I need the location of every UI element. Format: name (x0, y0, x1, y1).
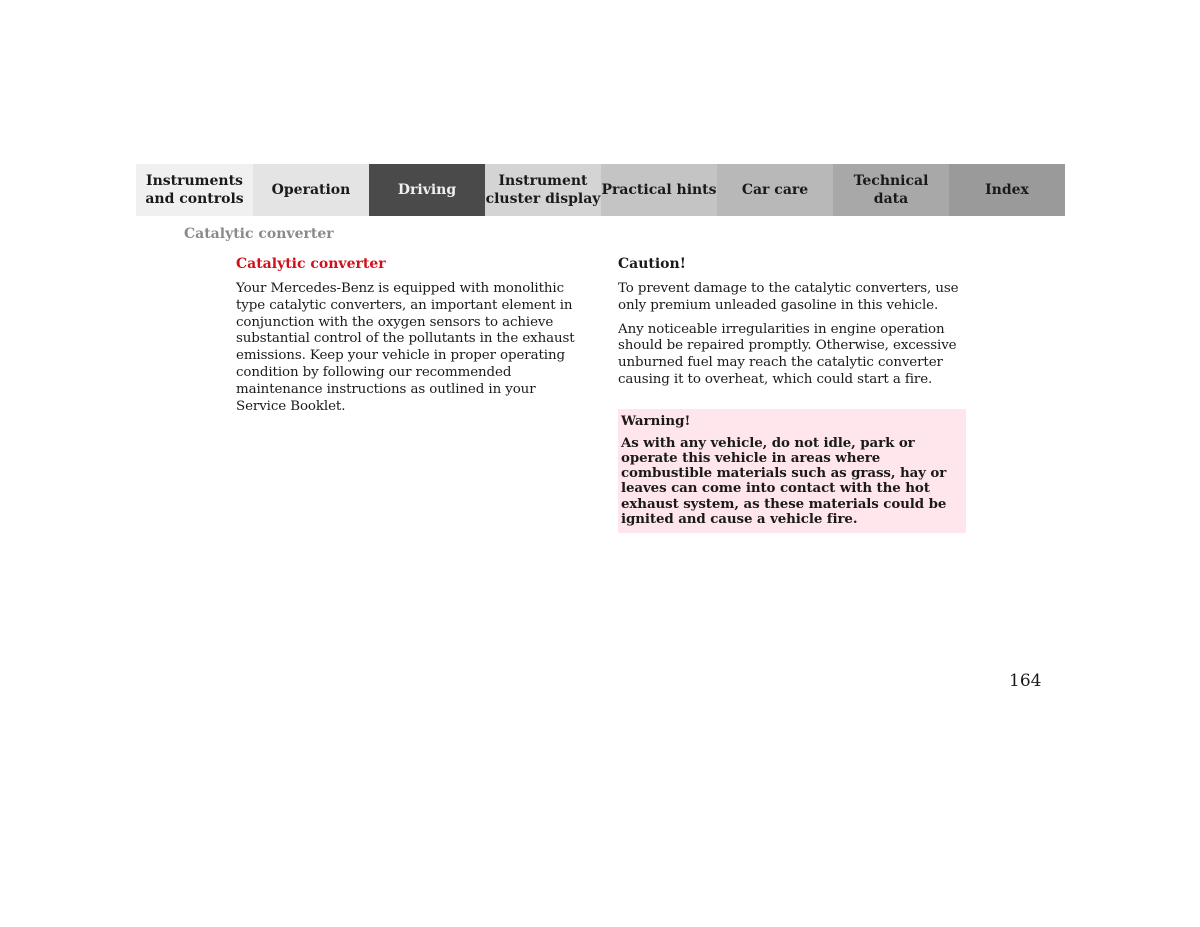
caution-paragraph-2: Any noticeable irregularities in engine operation should be repaired promptly. Otherwise, excessive unburned fuel may reach the catalytic converter causing it to overheat, which could start a fire. (618, 321, 957, 387)
tab-driving[interactable] (369, 164, 485, 216)
warning-box (618, 409, 966, 533)
tab-label-line1: Driving (397, 182, 457, 198)
tab-label-line2: data (873, 191, 909, 207)
tab-index[interactable] (949, 164, 1065, 216)
tab-label-line1: Index (985, 182, 1029, 198)
tab-label-line1: Instruments (146, 173, 243, 189)
tab-label-line1: Car care (741, 182, 809, 198)
tab-operation[interactable] (253, 164, 369, 216)
section-title: Catalytic converter (236, 256, 386, 272)
tab-practical-hints[interactable] (601, 164, 717, 216)
tab-label-line1: Instrument (498, 173, 588, 189)
body-paragraph: Your Mercedes-Benz is equipped with monolithic type catalytic converters, an important element in conjunction with the oxygen sensors to achieve substantial control of the pollutants in the exhaust emissions. Keep your vehicle in proper operating condition by following our recommended maintenance instructions as outlined in your Service Booklet. (236, 281, 575, 414)
caution-paragraph-1: To prevent damage to the catalytic converters, use only premium unleaded gasoline in this vehicle. (618, 281, 959, 313)
tab-car-care[interactable] (717, 164, 833, 216)
section-tabs (136, 164, 1065, 216)
page-header: Catalytic converter (184, 226, 334, 242)
tab-label-line1: Operation (271, 182, 351, 198)
tab-technical-data[interactable] (833, 164, 949, 216)
tab-instruments-and-controls[interactable] (136, 164, 253, 216)
page-number: 164 (1009, 671, 1042, 691)
tab-label-line1: Practical hints (601, 182, 717, 198)
tab-label-line2: cluster display (485, 191, 601, 207)
tab-label-line2: and controls (145, 191, 244, 207)
left-column (236, 256, 586, 422)
right-column (618, 256, 966, 533)
tab-instrument-cluster-display[interactable] (485, 164, 601, 216)
tab-label-line1: Technical (853, 173, 929, 189)
warning-title: Warning! (621, 412, 691, 429)
warning-text: As with any vehicle, do not idle, park or operate this vehicle in areas where combustible materials such as grass, hay or leaves can come into contact with the hot exhaust system, as these materials could be ignited and cause a vehicle fire. (621, 434, 947, 527)
caution-title: Caution! (618, 256, 686, 272)
